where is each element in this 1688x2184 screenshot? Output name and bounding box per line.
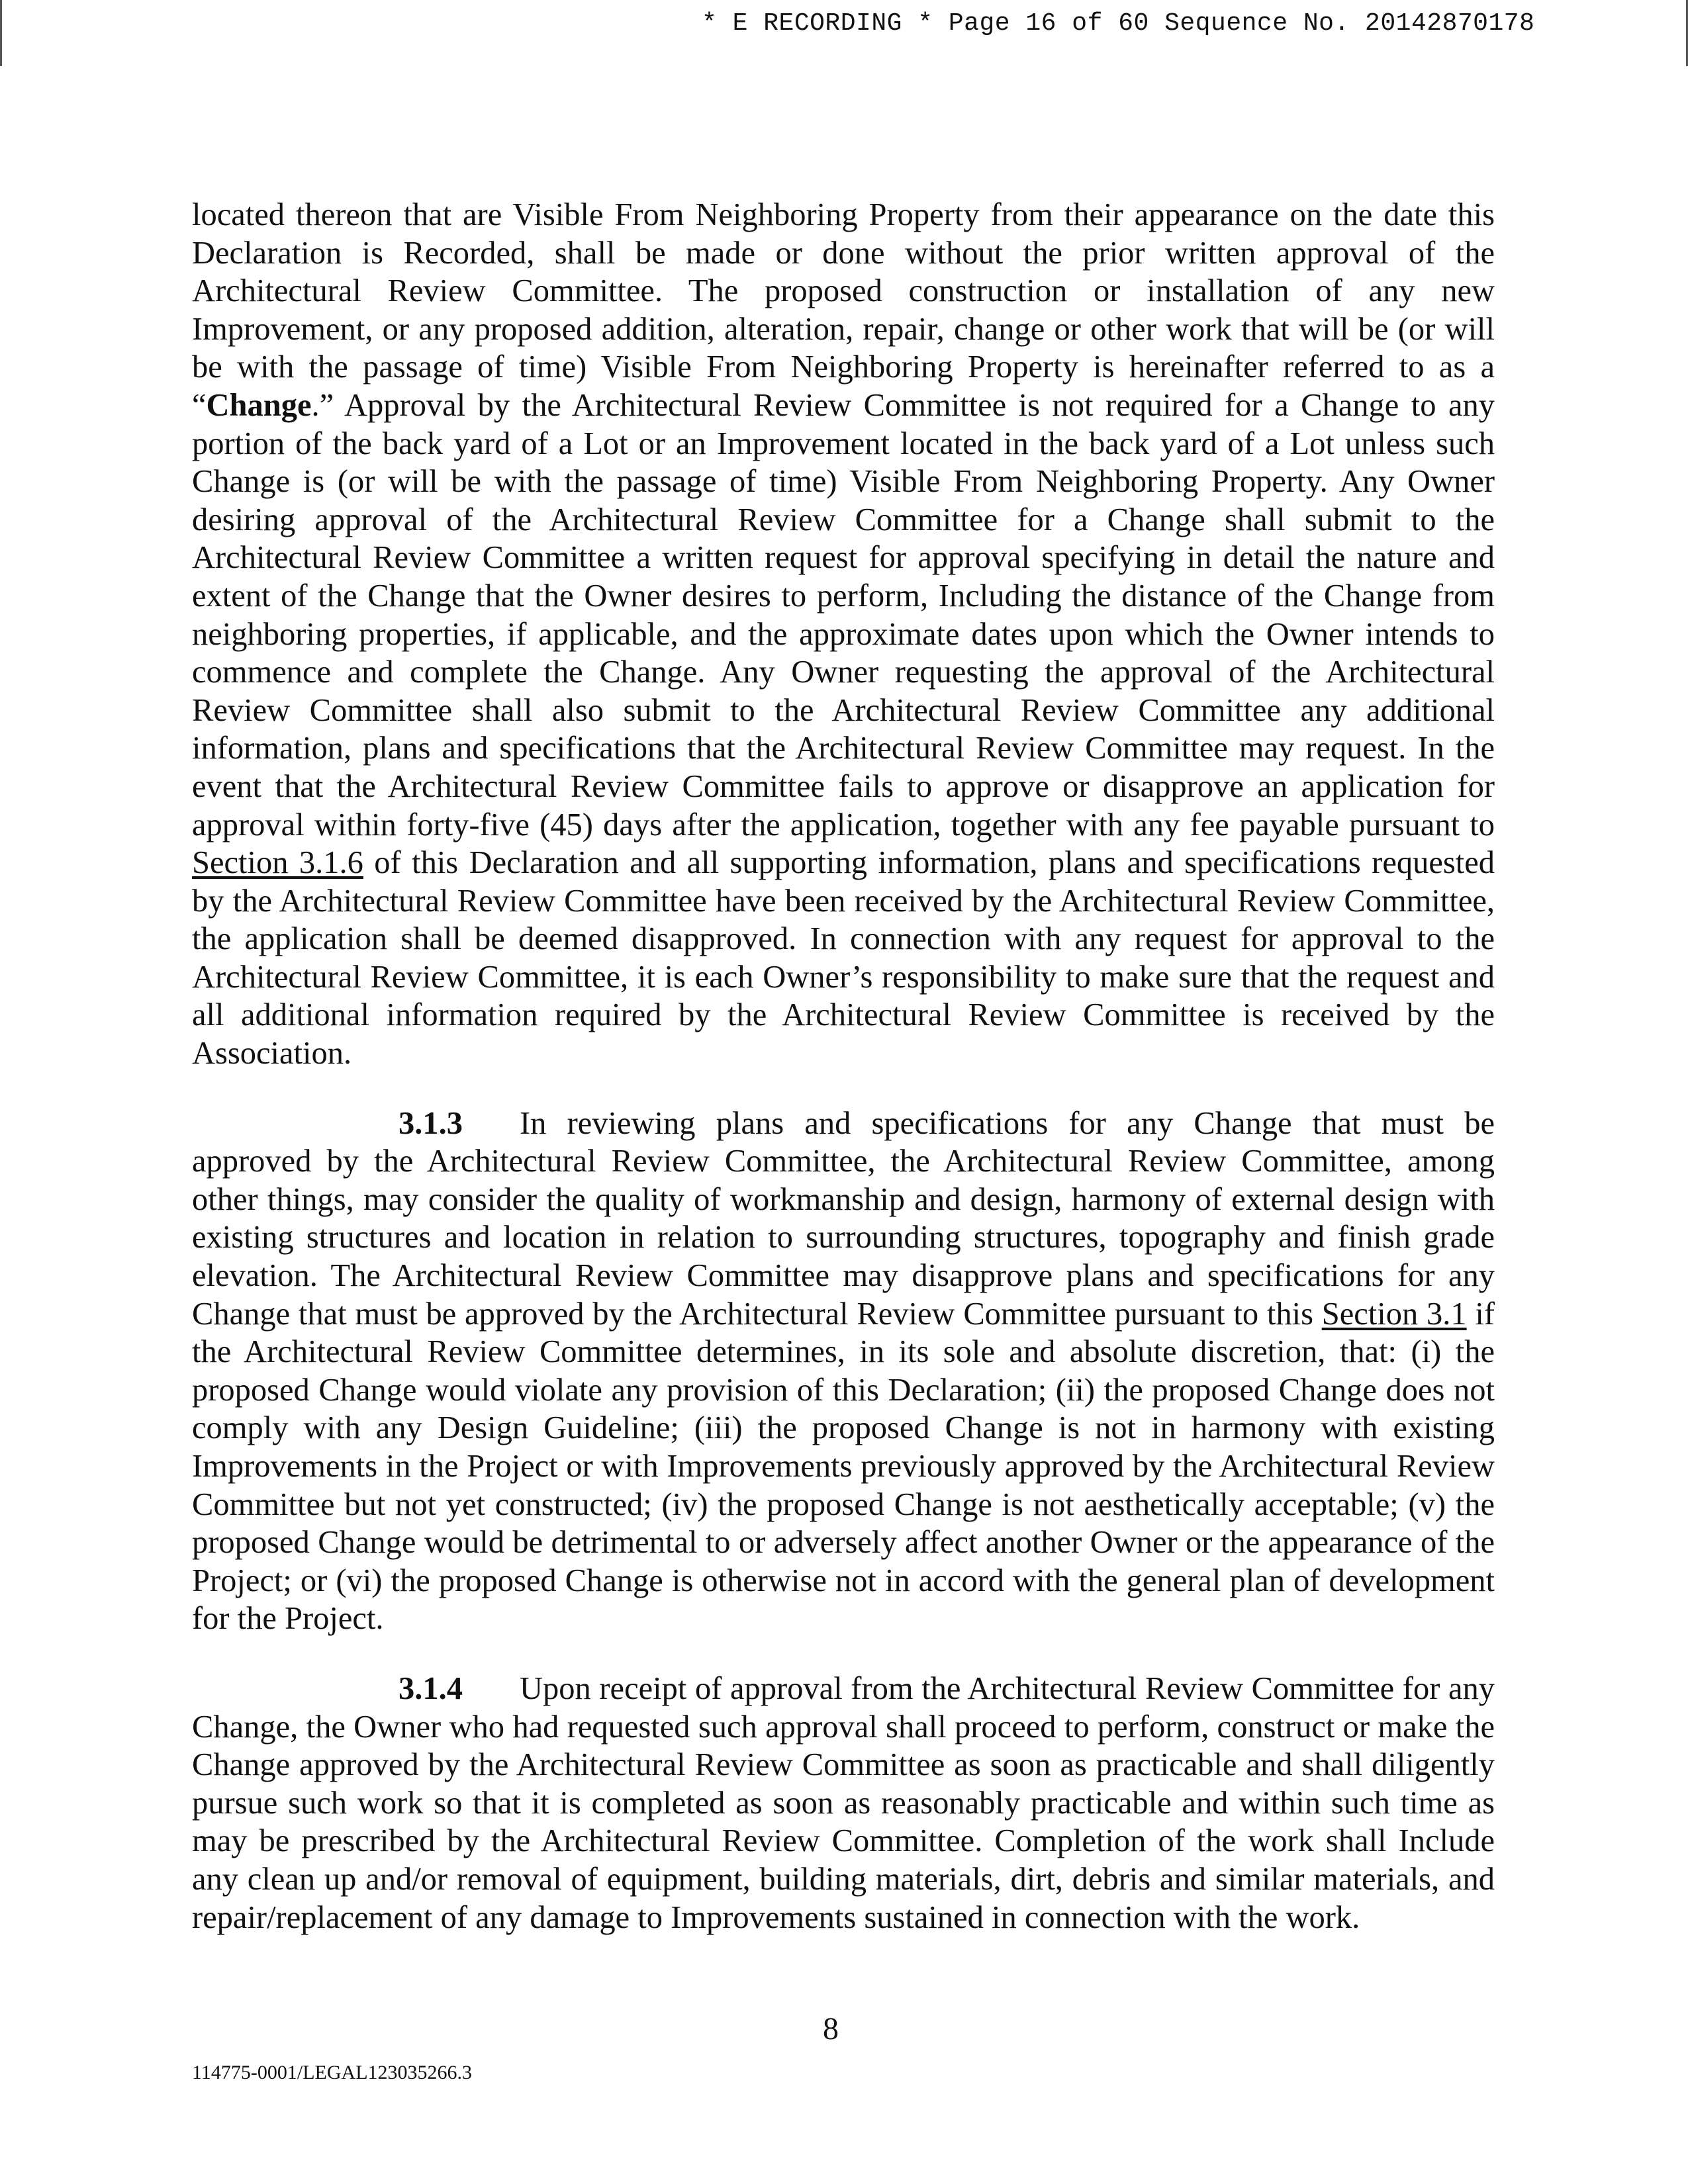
section-3-1-3: [192, 1105, 1495, 1638]
paragraph-text: In reviewing plans and specifications for any Change that must be approved by the Architectural Review Committee, the Architectural Review Committee, among other things, may consider the quality of workmanship and design, harmony of external design with existing structures and location in relation to surrounding structures, topography and finish grade elevation. The Architectural Review Committee may disapprove plans and specifications for any Change that must be approved by the Architectural Review Committee pursuant to this: [192, 1105, 1495, 1332]
paragraph-text: of this Declaration and all supporting information, plans and specifications requested by the Architectural Review Committee have been received by the Architectural Review Committee, the application shall be deemed disapproved. In connection with any request for approval to the Architectural Review Committee, it is each Owner’s responsibility to make sure that the request and all additional information required by the Architectural Review Committee is received by the Association.: [192, 845, 1495, 1071]
section-number: 3.1.4: [399, 1670, 463, 1706]
defined-term-change: Change: [206, 387, 312, 423]
paragraph-text: located thereon that are Visible From Neighboring Property from their appearance on the date this Declaration is Recorded, shall be made or done without the prior written approval of the Architectural Review Committee. The proposed construction or installation of any new Improvement, or any proposed addition, alteration, repair, change or other work that will be (or will be with the passage of time) Visible From Neighboring Property is hereinafter referred to as a “: [192, 197, 1495, 423]
paragraph-text: if the Architectural Review Committee determines, in its sole and absolute discretion, that: (i) the proposed Change would violate any provision of this Declaration; (ii) the proposed Change does not comply with any Design Guideline; (iii) the proposed Change is not in harmony with existing Improvements in the Project or with Improvements previously approved by the Architectural Review Committee but not yet constructed; (iv) the proposed Change is not aesthetically acceptable; (v) the proposed Change would be detrimental to or adversely affect another Owner or the appearance of the Project; or (vi) the proposed Change is otherwise not in accord with the general plan of development for the Project.: [192, 1296, 1495, 1637]
page-body: [192, 196, 1495, 1936]
paragraph-text: Upon receipt of approval from the Architectural Review Committee for any Change, the Owner who had requested such approval shall proceed to perform, construct or make the Change approved by the Architectural Review Committee as soon as practicable and shall diligently pursue such work so that it is completed as soon as reasonably practicable and within such time as may be prescribed by the Architectural Review Committee. Completion of the work shall Include any clean up and/or removal of equipment, building materials, dirt, debris and similar materials, and repair/replacement of any damage to Improvements sustained in connection with the work.: [192, 1670, 1495, 1935]
document-id: 114775-0001/LEGAL123035266.3: [192, 2062, 473, 2083]
section-reference-link[interactable]: Section 3.1: [1321, 1296, 1467, 1332]
section-3-1-4: [192, 1670, 1495, 1936]
section-number: 3.1.3: [399, 1105, 463, 1141]
paragraph-continuation: [192, 196, 1495, 1073]
scan-edge-left: [0, 0, 2, 66]
page-number: 8: [823, 2011, 839, 2046]
recording-header: * E RECORDING * Page 16 of 60 Sequence No. 20142870178: [702, 9, 1535, 38]
paragraph-text: .” Approval by the Architectural Review Committee is not required for a Change to any portion of the back yard of a Lot or an Improvement located in the back yard of a Lot unless such Change is (or will be with the passage of time) Visible From Neighboring Property. Any Owner desiring approval of the Architectural Review Committee for a Change shall submit to the Architectural Review Committee a written request for approval specifying in detail the nature and extent of the Change that the Owner desires to perform, Including the distance of the Change from neighboring properties, if applicable, and the approximate dates upon which the Owner intends to commence and complete the Change. Any Owner requesting the approval of the Architectural Review Committee shall also submit to the Architectural Review Committee any additional information, plans and specifications that the Architectural Review Committee may request. In the event that the Architectural Review Committee fails to approve or disapprove an application for approval within forty-five (45) days after the application, together with any fee payable pursuant to: [192, 387, 1495, 842]
section-reference-link[interactable]: Section 3.1.6: [192, 845, 363, 881]
